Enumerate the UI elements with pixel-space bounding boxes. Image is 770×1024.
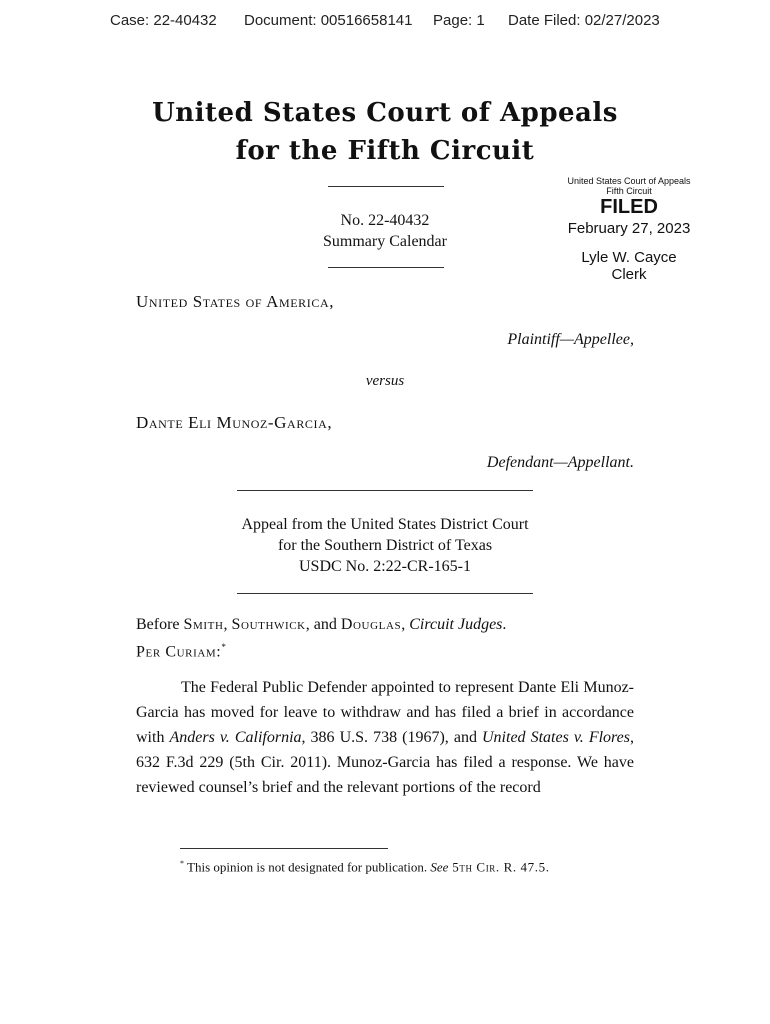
court-subtitle: for the Fifth Circuit	[235, 136, 535, 166]
separator: ,	[401, 616, 410, 633]
opinion-paragraph	[136, 675, 634, 800]
defendant-name: Dante Eli Munoz-Garcia,	[136, 413, 333, 432]
case-citation: Anders v. California	[169, 729, 302, 746]
rule-citation: 5th Cir. R. 47.5.	[448, 859, 550, 875]
body-text: The Federal Public Defender appointed to represent Dante Eli Munoz-Garcia has moved for leave to withdraw and has filed a brief in accordance with	[136, 679, 634, 746]
filed-date: February 27, 2023	[567, 220, 691, 237]
stamp-circuit: Fifth Circuit	[606, 186, 652, 196]
divider	[237, 490, 533, 491]
footnote-divider	[180, 848, 388, 849]
panel-line	[136, 616, 506, 634]
summary-calendar: Summary Calendar	[323, 233, 447, 250]
judges-title: Circuit Judges	[409, 616, 503, 633]
judge-name: Smith	[183, 616, 224, 633]
defendant-role: Defendant—Appellant.	[486, 454, 634, 471]
see-signal: See	[430, 859, 449, 875]
body-text: , 632 F.3d 229 (5th Cir. 2011). Munoz-Garcia has filed a response. We have reviewed counsel’s brief and the relevant portions of the record	[136, 729, 634, 796]
versus: versus	[365, 373, 405, 389]
plaintiff-role: Plaintiff—Appellee,	[507, 331, 634, 348]
case-citation: United States v. Flores	[482, 729, 630, 746]
footnote-mark: *	[180, 859, 184, 868]
before-text: Before	[136, 616, 184, 633]
per-curiam-line	[136, 642, 226, 661]
divider	[328, 267, 444, 268]
date-filed: Date Filed: 02/27/2023	[508, 12, 660, 29]
plaintiff-name: United States of America,	[136, 292, 335, 311]
per-curiam: Per Curiam:	[136, 643, 222, 661]
page-number: Page: 1	[433, 12, 485, 29]
period: .	[502, 616, 507, 633]
judge-name: Douglas	[340, 616, 402, 633]
divider	[237, 593, 533, 594]
appeal-line-1: Appeal from the United States District Court	[241, 516, 529, 533]
separator: ,	[223, 616, 232, 633]
stamp-court: United States Court of Appeals	[567, 176, 691, 186]
divider	[328, 186, 444, 187]
body-text: , 386 U.S. 738 (1967), and	[301, 729, 482, 746]
footnote	[180, 859, 550, 875]
appeal-line-2: for the Southern District of Texas	[277, 537, 493, 554]
judge-name: Southwick	[231, 616, 306, 633]
case-number: Case: 22-40432	[110, 12, 217, 29]
separator: , and	[305, 616, 341, 633]
clerk-name: Lyle W. Cayce	[581, 249, 677, 266]
usdc-number: USDC No. 2:22-CR-165-1	[298, 558, 471, 575]
clerk-title: Clerk	[611, 266, 647, 283]
footnote-reference: *	[221, 642, 226, 652]
filed-label: FILED	[600, 196, 658, 218]
docket-number: No. 22-40432	[340, 212, 430, 229]
court-title: United States Court of Appeals	[152, 98, 618, 128]
document-number: Document: 00516658141	[244, 12, 413, 29]
footnote-text: This opinion is not designated for publication.	[184, 859, 431, 875]
